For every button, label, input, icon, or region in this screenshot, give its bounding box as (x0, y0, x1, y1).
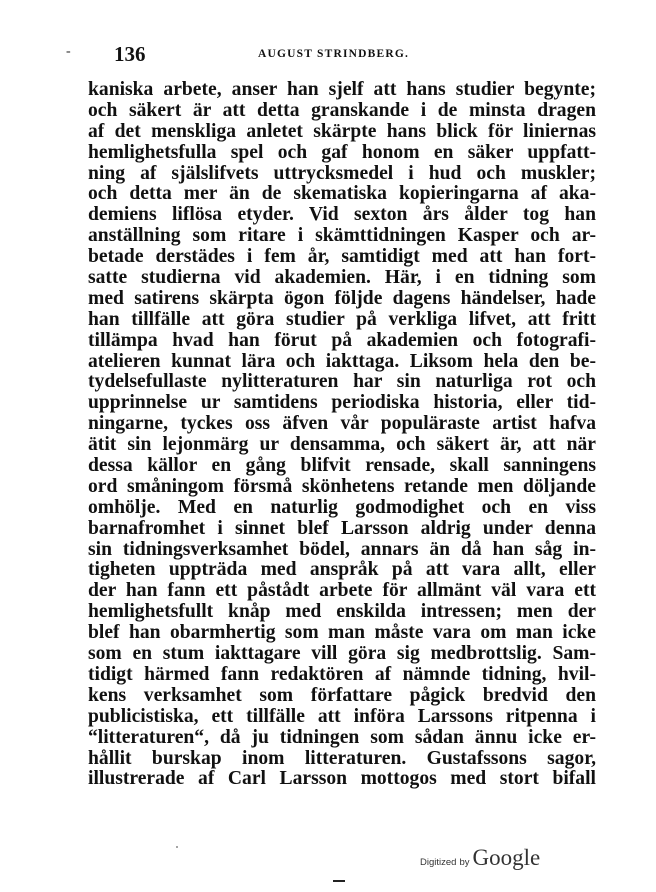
text-line: tigheten uppträda med anspråk på att vara allt, eller (88, 560, 596, 581)
text-line: dessa källor en gång blifvit rensade, skall sanningens (88, 456, 596, 477)
text-line: upprinnelse ur samtidens periodiska historia, eller tid- (88, 393, 596, 414)
text-line: satte studierna vid akademien. Här, i en tidning som (88, 268, 596, 289)
text-line: hemlighetsfulla spel och gaf honom en säker uppfatt- (88, 142, 596, 163)
google-logo: Google (472, 845, 541, 870)
text-line: tillämpa hvad han förut på akademien och fotografi- (88, 330, 596, 351)
body-text (88, 80, 596, 790)
text-line: tidigt härmed fann redaktören af nämnde tidning, hvil- (88, 664, 596, 685)
text-line: barnafromhet i sinnet blef Larsson aldrig under denna (88, 518, 596, 539)
text-line: af det menskliga anletet skärpte hans blick för liniernas (88, 121, 596, 142)
text-line: han tillfälle att göra studier på verkliga lifvet, att fritt (88, 309, 596, 330)
page-header (114, 40, 484, 66)
page-number: 136 (114, 42, 146, 66)
watermark-by: by (459, 857, 470, 868)
text-line: anställning som ritare i skämttidningen Kasper och ar- (88, 226, 596, 247)
text-line: ningarne, tyckes oss äfven vår populäraste artist hafva (88, 414, 596, 435)
text-line: omhölje. Med en naturlig godmodighet och en viss (88, 497, 596, 518)
text-line: kens verksamhet som författare pågick bredvid den (88, 685, 596, 706)
text-line: och säkert är att detta granskande i de minsta dragen (88, 100, 596, 121)
text-line: ord småningom försmå skönhetens retande men döljande (88, 476, 596, 497)
speck-mark (176, 846, 178, 848)
text-line: hållit burskap inom litteraturen. Gustafssons sagor, (88, 748, 596, 769)
text-line: som en stum iakttagare vill göra sig medbrottslig. Sam- (88, 644, 596, 665)
text-line: tydelsefullaste nylitteraturen har sin naturliga rot och (88, 372, 596, 393)
watermark-digitized: Digitized (420, 857, 457, 868)
digitized-by-google-watermark (420, 845, 540, 873)
margin-mark: - (66, 44, 71, 59)
text-line: ning af själslifvets uttrycksmedel i hud och muskler; (88, 163, 596, 184)
text-line: hemlighetsfullt knåp med enskilda intressen; men der (88, 602, 596, 623)
text-line: publicistiska, ett tillfälle att införa Larssons ritpenna i (88, 706, 596, 727)
running-head: AUGUST STRINDBERG. (258, 48, 410, 60)
text-line: illustrerade af Carl Larsson mottogos med stort bifall (88, 769, 596, 790)
text-line: betade derstädes i fem år, samtidigt med att han fort- (88, 247, 596, 268)
text-line: der han fann ett påstådt arbete för allmänt väl vara ett (88, 581, 596, 602)
text-line: blef han obarmhertig som man måste vara om man icke (88, 623, 596, 644)
text-line: kaniska arbete, anser han sjelf att hans studier begynte; (88, 80, 596, 100)
text-line: med satirens skärpta ögon följde dagens händelser, hade (88, 288, 596, 309)
text-line: atelieren kunnat lära och iakttaga. Liksom hela den be- (88, 351, 596, 372)
text-line: demiens liflösa etyder. Vid sexton års ålder tog han (88, 205, 596, 226)
text-line: ätit sin lejonmärg ur densamma, och säkert är, att när (88, 435, 596, 456)
bottom-mark (333, 880, 345, 882)
text-line: “litteraturen“, då ju tidningen som sådan ännu icke er- (88, 727, 596, 748)
text-line: sin tidningsverksamhet bödel, annars än då han såg in- (88, 539, 596, 560)
text-line: och detta mer än de skematiska kopieringarna af aka- (88, 184, 596, 205)
